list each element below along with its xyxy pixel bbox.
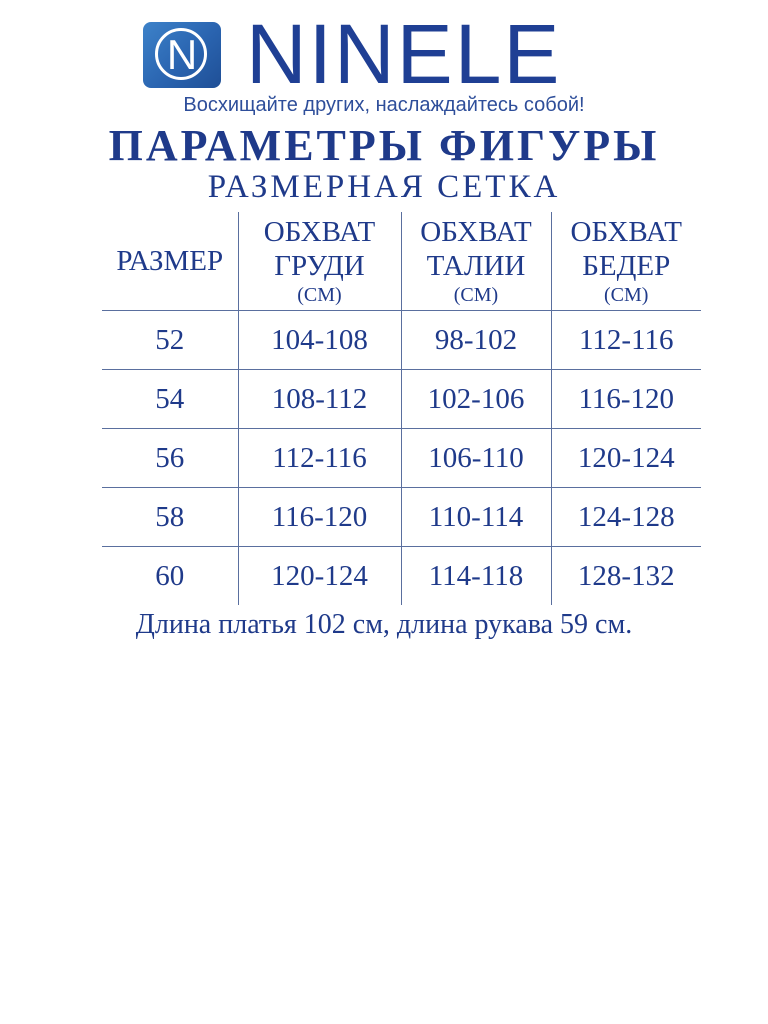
header-chest-line2: ГРУДИ — [274, 250, 365, 282]
size-table — [102, 212, 701, 605]
header-waist-line1: ОБХВАТ — [420, 216, 532, 248]
cell-size: 54 — [102, 370, 238, 429]
brand-tagline: Восхищайте других, наслаждайтесь собой! — [183, 94, 585, 116]
cell-waist: 114-118 — [401, 547, 551, 606]
cell-waist: 102-106 — [401, 370, 551, 429]
header-waist — [401, 212, 551, 311]
header-hips-line2: БЕДЕР — [582, 250, 671, 282]
header-hips-line1: ОБХВАТ — [570, 216, 682, 248]
header-size-label: РАЗМЕР — [116, 244, 224, 277]
page-title: ПАРАМЕТРЫ ФИГУРЫ — [108, 121, 660, 170]
cell-hips: 124-128 — [551, 488, 701, 547]
cell-hips: 116-120 — [551, 370, 701, 429]
table-row — [102, 370, 701, 429]
cell-waist: 110-114 — [401, 488, 551, 547]
cell-size: 56 — [102, 429, 238, 488]
dress-length-note: Длина платья 102 см, длина рукава 59 см. — [135, 609, 633, 640]
cell-hips: 112-116 — [551, 311, 701, 370]
cell-chest: 116-120 — [238, 488, 401, 547]
header-chest — [238, 212, 401, 311]
cell-size: 60 — [155, 559, 185, 592]
cell-size: 58 — [102, 488, 238, 547]
table-header-row — [102, 212, 701, 311]
cell-chest: 120-124 — [238, 547, 401, 606]
header-hips — [551, 212, 701, 311]
cell-waist: 98-102 — [401, 311, 551, 370]
brand-logo-icon — [143, 22, 221, 88]
cell-chest: 104-108 — [238, 311, 401, 370]
logo-letter: N — [166, 31, 198, 78]
header-chest-line1: ОБХВАТ — [263, 216, 376, 248]
header-waist-unit: (СМ) — [453, 284, 499, 306]
header-size — [102, 212, 238, 311]
brand-name: NINELE — [246, 7, 562, 101]
cell-chest: 108-112 — [238, 370, 401, 429]
page-subtitle: РАЗМЕРНАЯ СЕТКА — [207, 169, 561, 205]
cell-chest: 112-116 — [238, 429, 401, 488]
table-row — [102, 429, 701, 488]
header-hips-unit: (СМ) — [604, 284, 649, 306]
cell-waist: 106-110 — [401, 429, 551, 488]
header-waist-line2: ТАЛИИ — [426, 250, 526, 282]
cell-size: 52 — [102, 311, 238, 370]
cell-hips: 120-124 — [551, 429, 701, 488]
table-row — [102, 311, 701, 370]
table-row — [102, 488, 701, 547]
header-chest-unit: (СМ) — [297, 284, 342, 306]
cell-hips: 128-132 — [551, 547, 701, 606]
table-row — [102, 547, 701, 606]
